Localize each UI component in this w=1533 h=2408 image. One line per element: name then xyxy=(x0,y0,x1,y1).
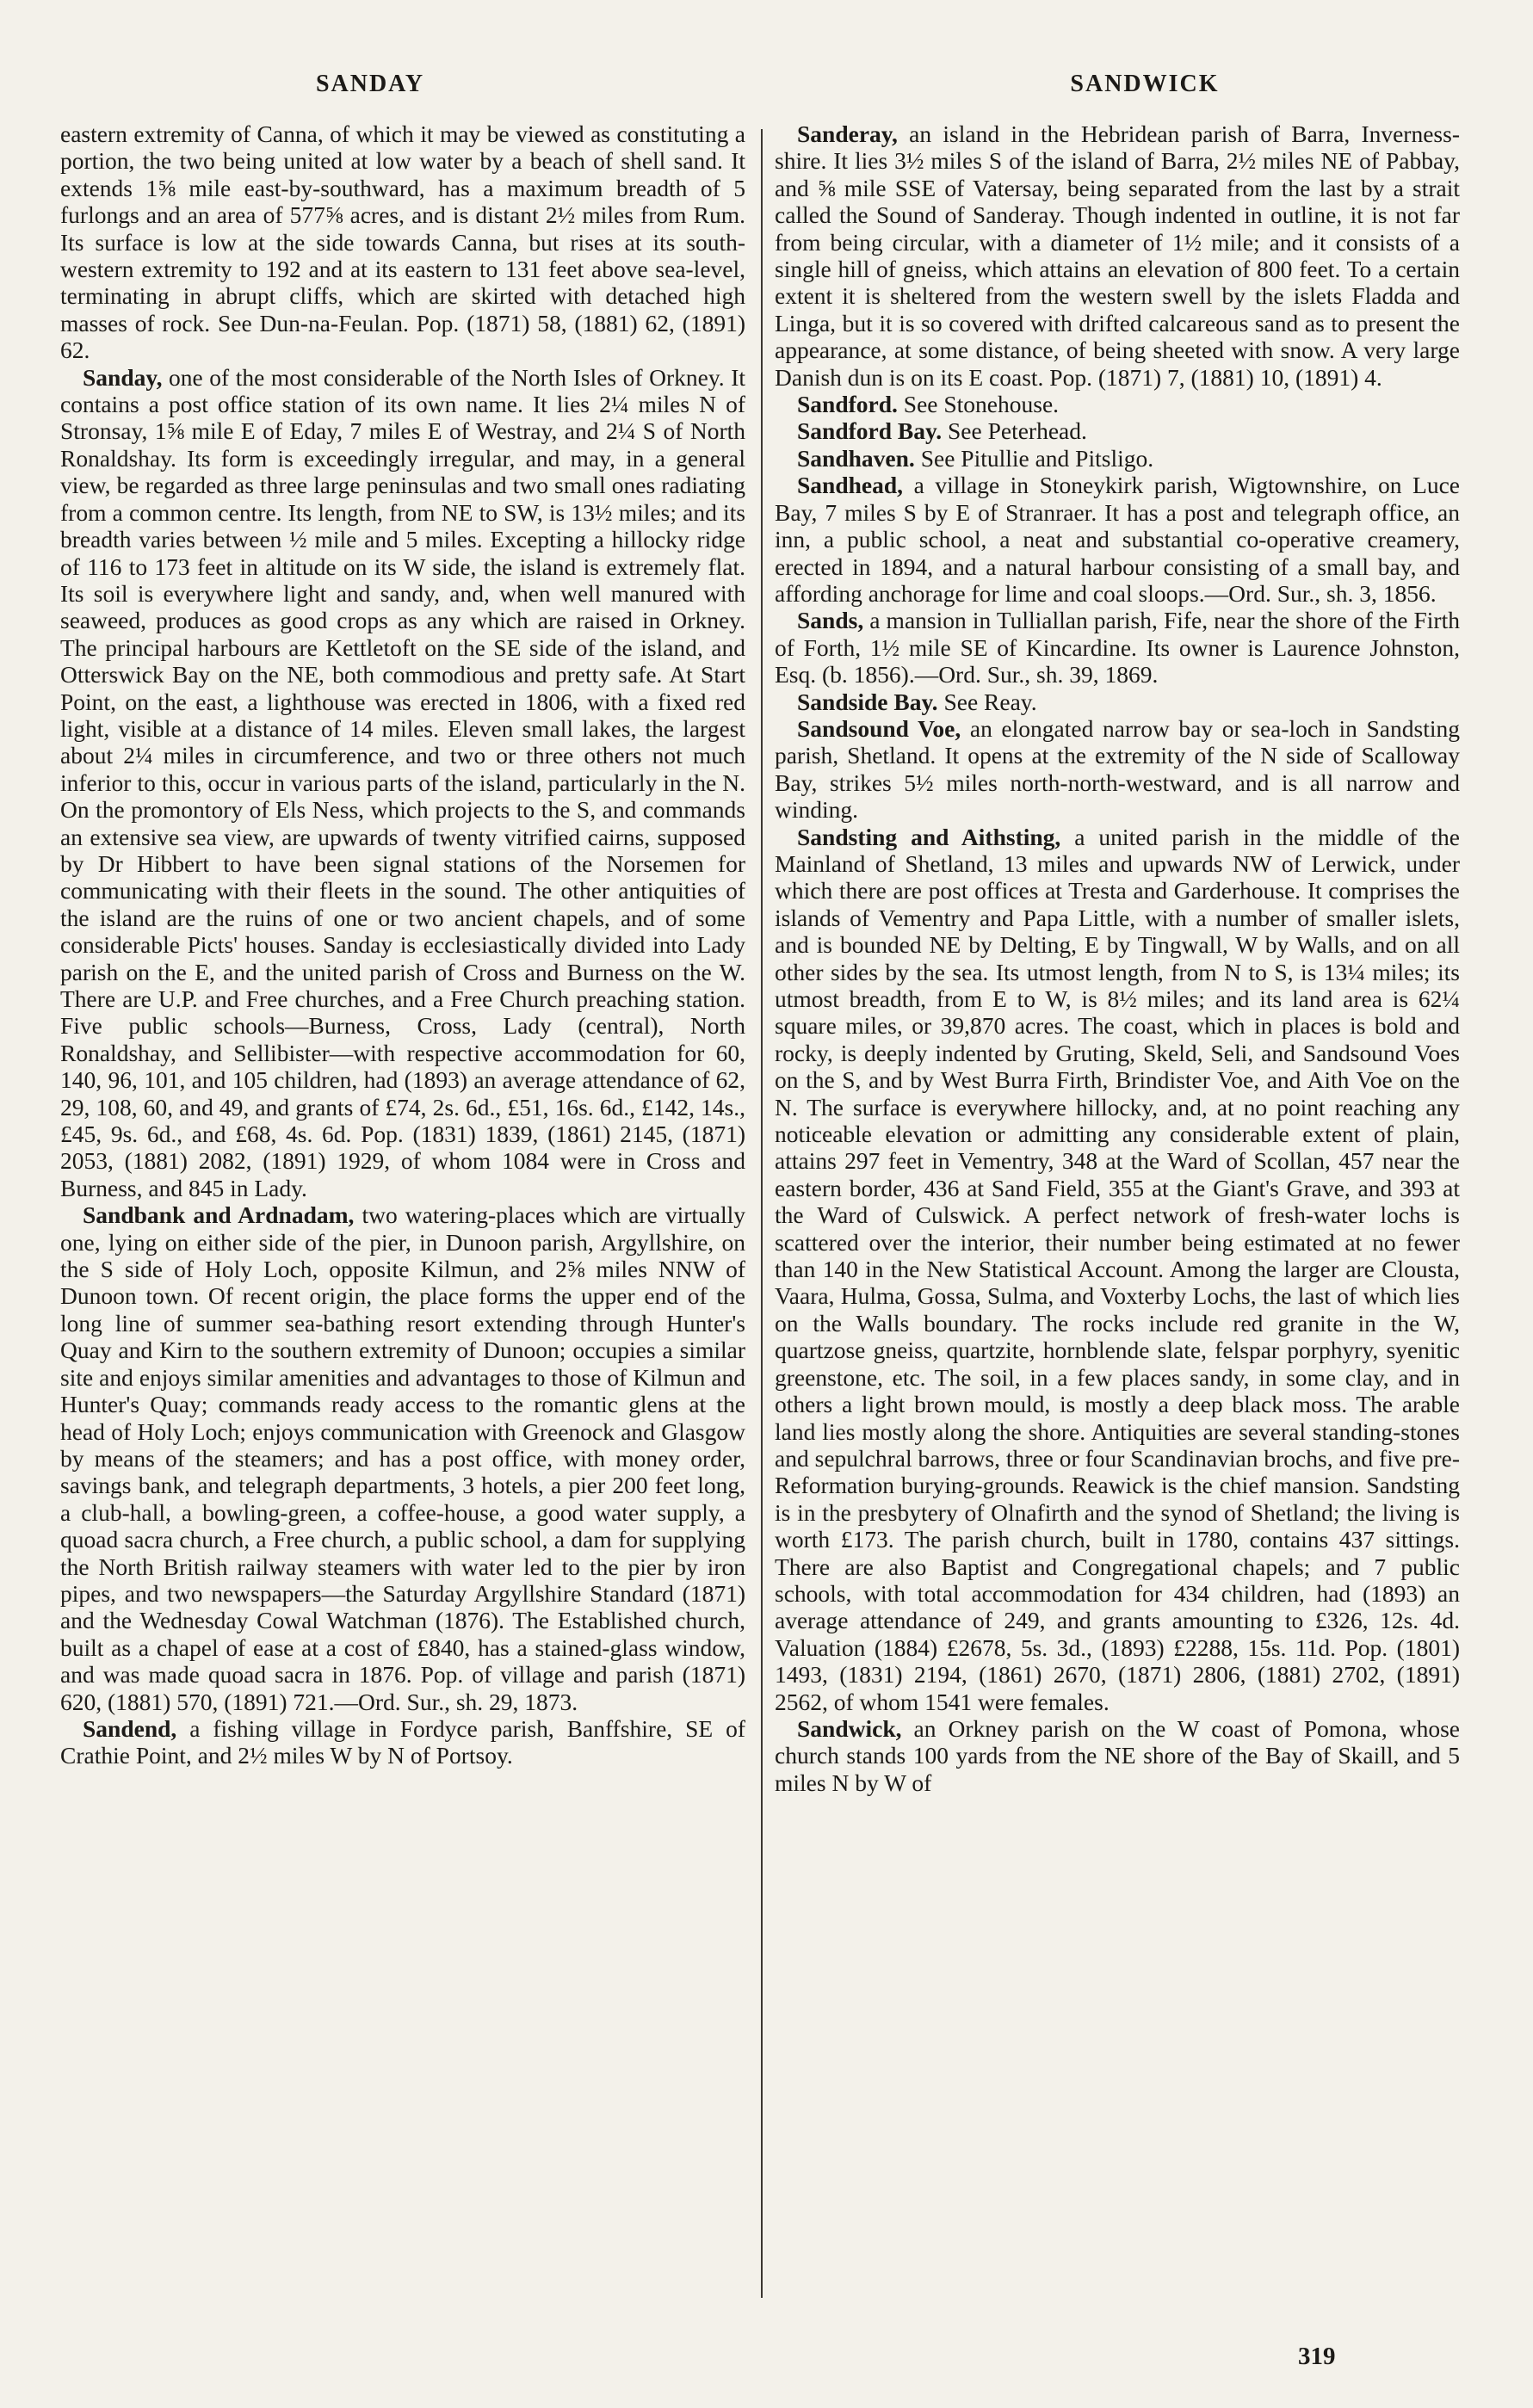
entry-text: two watering-places which are virtually one, lying on either side of the pier, in Dunoon parish, Argyllshire, on the S side of Holy Loch, opposite Kilmun, and 2⅝ miles NNW of Dunoon town. Of recent origin, the place forms the upper end of the long line of summer sea-bathing resort extending through Hunter's Quay and Kirn to the southern extremity of Dunoon; occupies a similar site and enjoys similar amenities and advantages to those of Kilmun and Hunter's Quay; commands ready access to the romantic glens at the head of Holy Loch; enjoys communication with Greenock and Glasgow by means of the steamers; and has a post office, with money order, savings bank, and telegraph departments, 3 hotels, a pier 200 feet long, a club-hall, a bowling-green, a coffee-house, a good water supply, a quoad sacra church, a Free church, a public school, a dam for supplying the North British railway steamers with water led to the pier by iron pipes, and two newspapers—the Saturday Argyllshire Standard (1871) and the Wednesday Cowal Watchman (1876). The Established church, built as a chapel of ease at a cost of £840, has a stained-glass window, and was made quoad sacra in 1876. Pop. of village and parish (1871) 620, (1881) 570, (1891) 721.—Ord. Sur., sh. 29, 1873. xyxy=(60,1201,745,1715)
gazetteer-entry xyxy=(775,472,1460,607)
entry-text: See Peterhead. xyxy=(942,417,1087,445)
entry-text: one of the most considerable of the North Isles of Orkney. It contains a post office station of its own name. It lies 2¼ miles N of Stronsay, 1⅝ mile E of Eday, 7 miles E of Westray, and 2¼ S of North Ronaldshay. Its form is exceedingly irregular, and may, in a general view, be regarded as three large peninsulas and two small ones radiating from a common centre. Its length, from NE to SW, is 13½ miles; and its breadth varies between ½ mile and 5 miles. Excepting a hillocky ridge of 116 to 173 feet in altitude on its W side, the island is extremely flat. Its soil is everywhere light and sandy, and, when well manured with seaweed, produces as good crops as any which are raised in Orkney. The principal harbours are Kettletoft on the SE side of the island, and Otterswick Bay on the NE, both commodious and pretty safe. At Start Point, on the east, a lighthouse was erected in 1806, with a fixed red light, visible at a distance of 14 miles. Eleven small lakes, the largest about 2¼ miles in circumference, and two or three others not much inferior to this, occur in various parts of the island, particularly in the N. On the promontory of Els Ness, which projects to the S, and commands an extensive sea view, are upwards of twenty vitrified cairns, supposed by Dr Hibbert to have been signal stations of the Norsemen for communicating with their fleets in the sound. The other antiquities of the island are the ruins of one or two ancient chapels, and of some considerable Picts' houses. Sanday is ecclesiastically divided into Lady parish on the E, and the united parish of Cross and Burness on the W. There are U.P. and Free churches, and a Free Church preaching station. Five public schools—Burness, Cross, Lady (central), North Ronaldshay, and Sellibister—with respective accommodation for 60, 140, 96, 101, and 105 children, had (1893) an average attendance of 62, 29, 108, 60, and 49, and grants of £74, 2s. 6d., £51, 16s. 6d., £142, 14s., £45, 9s. 6d., and £68, 4s. 6d. Pop. (1831) 1839, (1861) 2145, (1871) 2053, (1881) 2082, (1891) 1929, of whom 1084 were in Cross and Burness, and 845 in Lady. xyxy=(60,363,745,1201)
gazetteer-entry xyxy=(775,445,1460,472)
gazetteer-entry xyxy=(60,364,745,1202)
entry-headword: Sandend, xyxy=(83,1714,177,1742)
right-column xyxy=(775,120,1460,2341)
running-head-left: SANDAY xyxy=(315,71,425,97)
entry-text: an island in the Hebridean parish of Barra, Inverness-shire. It lies 3½ miles S of the island of Barra, 2½ miles NE of Pabbay, and ⅝ mile SSE of Vatersay, being separated from the last by a strait called the Sound of Sanderay. Though indented in outline, it is not far from being circular, with a diameter of 1½ mile; and it consists of a single hill of gneiss, which attains an elevation of 800 feet. To a certain extent it is sheltered from the western swell by the islets Fladda and Linga, but it is so covered with drifted calcareous sand as to present the appearance, at some distance, of being sheeted with snow. A very large Danish dun is on its E coast. Pop. (1871) 7, (1881) 10, (1891) 4. xyxy=(775,120,1460,391)
entry-text: See Stonehouse. xyxy=(897,391,1060,418)
column-divider xyxy=(761,129,763,2298)
gazetteer-entry xyxy=(60,1715,745,1769)
entry-text: See Reay. xyxy=(937,688,1037,715)
entry-text: an Orkney parish on the W coast of Pomona, whose church stands 100 yards from the NE shore of the Bay of Skaill, and 5 miles N by W of xyxy=(775,1714,1460,1796)
gazetteer-entry xyxy=(775,417,1460,444)
entry-text: a mansion in Tulliallan parish, Fife, near the shore of the Firth of Forth, 1½ mile SE of Kincardine. Its owner is Laurence Johnston, Esq. (b. 1856).—Ord. Sur., sh. 39, 1869. xyxy=(775,607,1460,688)
entry-headword: Sandhead, xyxy=(797,472,904,499)
entry-text: a united parish in the middle of the Mainland of Shetland, 13 miles and upwards NW of Lerwick, under which there are post offices at Tresta and Garderhouse. It comprises the islands of Vementry and Papa Little, with a number of smaller islets, and is bounded NE by Delting, E by Tingwall, W by Walls, and on all other sides by the sea. Its utmost length, from N to S, is 13¼ miles; its utmost breadth, from E to W, is 8½ miles; and its land area is 62¼ square miles, or 39,870 acres. The coast, which in places is bold and rocky, is deeply indented by Gruting, Skeld, Seli, and Sandsound Voes on the S, and by West Burra Firth, Brindister Voe, and Aith Voe on the N. The surface is everywhere hillocky, and, at no point reaching any noticeable elevation or admitting any considerable extent of plain, attains 297 feet in Vementry, 348 at the Ward of Scollan, 457 near the eastern border, 436 at Sand Field, 355 at the Giant's Grave, and 393 at the Ward of Culswick. A perfect network of fresh-water lochs is scattered over the interior, their number being estimated at no fewer than 140 in the New Statistical Account. Among the larger are Clousta, Vaara, Hulma, Gossa, Sulma, and Voxterby Lochs, the last of which lies on the Walls boundary. The rocks include red granite in the W, quartzose gneiss, quartzite, hornblende slate, felspar porphyry, syenitic greenstone, etc. The soil, in a few places sandy, in some clay, and in others a light brown mould, is mostly a deep black moss. The arable land lies mostly along the shore. Antiquities are several standing-stones and sepulchral barrows, three or four Scandinavian brochs, and five pre-Reformation burying-grounds. Reawick is the chief mansion. Sandsting is in the presbytery of Olnafirth and the synod of Shetland; the living is worth £173. The parish church, built in 1780, contains 437 sittings. There are also Baptist and Congregational chapels; and 7 public schools, with total accommodation for 434 children, had (1893) an average attendance of 249, and grants amounting to £326, 12s. 4d. Valuation (1884) £2678, 5s. 3d., (1893) £2288, 15s. 11d. Pop. (1801) 1493, (1831) 2194, (1861) 2670, (1871) 2806, (1881) 2702, (1891) 2562, of whom 1541 were females. xyxy=(775,823,1460,1715)
entry-headword: Sands, xyxy=(797,607,864,634)
entry-headword: Sandsound Voe, xyxy=(797,714,961,742)
gazetteer-entry xyxy=(775,391,1460,417)
entry-headword: Sandhaven. xyxy=(797,444,915,472)
running-head-right: SANDWICK xyxy=(1070,71,1220,97)
entry-headword: Sanday, xyxy=(83,363,163,391)
gazetteer-entry xyxy=(775,715,1460,824)
gazetteer-entry xyxy=(775,824,1460,1715)
entry-text: eastern extremity of Canna, of which it may be viewed as constituting a portion, the two being united at low water by a beach of shell sand. It extends 1⅝ mile east-by-southward, has a maximum breadth of 5 furlongs and an area of 577⅝ acres, and is distant 2½ miles from Rum. Its surface is low at the side towards Canna, but rises at its south-western extremity to 192 and at its eastern to 131 feet above sea-level, terminating in abrupt cliffs, which are skirted with detached high masses of rock. See Dun-na-Feulan. Pop. (1871) 58, (1881) 62, (1891) 62. xyxy=(60,120,745,364)
entry-headword: Sandside Bay. xyxy=(797,688,938,715)
gazetteer-entry xyxy=(775,688,1460,715)
entry-text: an elongated narrow bay or sea-loch in Sandsting parish, Shetland. It opens at the extremity of the N side of Scalloway Bay, strikes 5½ miles north-north-westward, and is all narrow and winding. xyxy=(775,714,1460,824)
entry-text: a fishing village in Fordyce parish, Banffshire, SE of Crathie Point, and 2½ miles W by N of Portsoy. xyxy=(60,1714,745,1769)
gazetteer-entry xyxy=(775,120,1460,391)
entry-headword: Sandbank and Ardnadam, xyxy=(83,1201,355,1229)
entry-text: See Pitullie and Pitsligo. xyxy=(914,444,1154,472)
page-number: 319 xyxy=(1298,2343,1336,2370)
entry-headword: Sandford Bay. xyxy=(797,417,943,445)
entry-headword: Sandwick, xyxy=(797,1714,902,1742)
entry-headword: Sandsting and Aithsting, xyxy=(797,823,1061,850)
entry-headword: Sanderay, xyxy=(797,120,898,147)
gazetteer-entry xyxy=(775,1715,1460,1796)
gazetteer-entry xyxy=(60,120,745,364)
left-column xyxy=(60,120,745,2341)
entry-headword: Sandford. xyxy=(797,391,898,418)
gazetteer-entry xyxy=(775,607,1460,688)
gazetteer-entry xyxy=(60,1201,745,1715)
entry-text: a village in Stoneykirk parish, Wigtownshire, on Luce Bay, 7 miles S by E of Stranraer. It has a post and telegraph office, an inn, a public school, a neat and substantial co-operative creamery, erected in 1894, and a natural harbour consisting of a small bay, and affording anchorage for lime and coal sloops.—Ord. Sur., sh. 3, 1856. xyxy=(775,472,1460,607)
